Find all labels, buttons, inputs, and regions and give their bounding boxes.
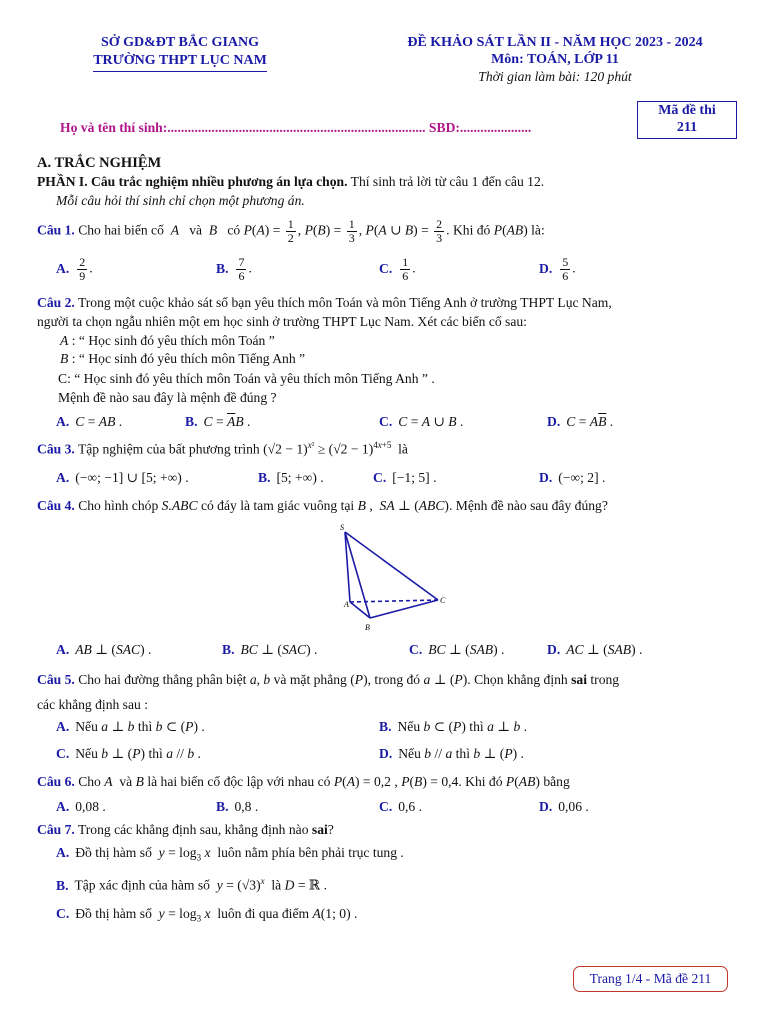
q7-opt-c-end: luôn đi qua điểm bbox=[217, 906, 310, 921]
q2-event-a: A : “ Học sinh đó yêu thích môn Toán ” bbox=[60, 333, 275, 348]
option-letter: C. bbox=[373, 470, 387, 485]
q6-value: 0,8 bbox=[234, 799, 252, 814]
option-letter: C. bbox=[379, 414, 393, 429]
q5-option-a[interactable]: A. Nếu a ⊥ b thì b ⊂ (P) . bbox=[56, 719, 205, 734]
option-letter: A. bbox=[56, 719, 70, 734]
option-letter: A. bbox=[56, 470, 70, 485]
q7-opt-b-text: Tập xác định của hàm số bbox=[74, 877, 210, 893]
exam-code-box bbox=[637, 101, 737, 139]
q5-label: Câu 5. bbox=[37, 672, 75, 687]
q5-text-b: và mặt phẳng bbox=[273, 672, 347, 687]
q5-option-d[interactable]: D. Nếu b // a thì b ⊥ (P) . bbox=[379, 746, 524, 761]
q6-text-a: Cho bbox=[78, 774, 101, 789]
option-letter: B. bbox=[56, 877, 69, 893]
question-1: Câu 1. Cho hai biến cố A và B có P(A) = $\frac{1}{2}$ , P(B) = $\frac{1}{3}$ , P(A ∪ B) = $\frac{2}{3}$ . Khi đó P(AB) là: bbox=[37, 217, 545, 245]
q4-option-c[interactable]: C. BC ⊥ (SAB) . bbox=[409, 642, 505, 657]
question-5: Câu 5. Cho hai đường thẳng phân biệt a, b và mặt phẳng (P), trong đó a ⊥ (P). Chọn khẳng định sai trong bbox=[37, 672, 620, 687]
question-7: Câu 7. Trong các khẳng định sau, khẳng định nào sai? bbox=[37, 822, 334, 837]
edge-bc bbox=[370, 600, 438, 618]
q6-option-c[interactable]: C. 0,6 . bbox=[379, 799, 423, 814]
label-c: C bbox=[440, 596, 446, 605]
q5-text-c: , trong đó bbox=[367, 672, 421, 687]
part1-bold: PHẦN I. Câu trắc nghiệm nhiều phương án lựa chọn. bbox=[37, 174, 348, 189]
q1-text-b: và bbox=[189, 222, 203, 238]
q2-line2: người ta chọn ngẫu nhiên một em học sinh ở trường THPT Lục Nam. Xét các biến cố sau: bbox=[37, 314, 527, 329]
q2-label: Câu 2. bbox=[37, 295, 75, 310]
option-letter: A. bbox=[56, 845, 70, 860]
q3-option-a[interactable]: A. (−∞; −1] ∪ [5; +∞) . bbox=[56, 470, 189, 485]
q2-option-b[interactable]: B. $C = \overline{A}B$ . bbox=[185, 414, 251, 429]
question-4: Câu 4. Cho hình chóp S.ABC có đáy là tam giác vuông tại B , SA ⊥ (ABC). Mệnh đề nào sau đây đúng? bbox=[37, 498, 608, 513]
edge-ac-hidden bbox=[350, 600, 438, 602]
option-letter: D. bbox=[539, 470, 553, 485]
q5-text-e: trong bbox=[590, 672, 620, 687]
option-letter: B. bbox=[216, 799, 229, 814]
school-name: TRƯỜNG THPT LỤC NAM bbox=[93, 52, 267, 72]
exam-title: ĐỀ KHẢO SÁT LẦN II - NĂM HỌC 2023 - 2024 bbox=[407, 35, 703, 50]
q1-label: Câu 1. bbox=[37, 222, 75, 238]
q2-event-a-text: : “ Học sinh đó yêu thích môn Toán ” bbox=[71, 333, 275, 348]
q3-option-b[interactable]: B. [5; +∞) . bbox=[258, 470, 324, 485]
q6-value: 0,06 bbox=[558, 799, 583, 814]
q2-option-d[interactable]: D. $C = A\overline{B}$ . bbox=[547, 414, 614, 429]
q5-thi: thì bbox=[148, 746, 163, 761]
q6-label: Câu 6. bbox=[37, 774, 75, 789]
option-letter: B. bbox=[185, 414, 198, 429]
q2-option-c[interactable]: C. C = A ∪ B . bbox=[379, 414, 464, 429]
edge-sc bbox=[345, 532, 438, 600]
q7-opt-b-end: là bbox=[271, 877, 282, 893]
q1-option-d[interactable]: D. $\frac{5}{6}$ . bbox=[539, 255, 576, 283]
label-s: S bbox=[340, 523, 344, 532]
q1-option-b[interactable]: B. $\frac{7}{6}$ . bbox=[216, 255, 252, 283]
q5-option-b[interactable]: B. Nếu b ⊂ (P) thì a ⊥ b . bbox=[379, 719, 528, 734]
q6-option-a[interactable]: A. 0,08 . bbox=[56, 799, 106, 814]
option-letter: B. bbox=[258, 470, 271, 485]
q6-text-e: bằng bbox=[543, 774, 570, 789]
q6-value: 0,6 bbox=[398, 799, 416, 814]
exam-header bbox=[360, 34, 750, 85]
option-letter: A. bbox=[56, 260, 70, 276]
q5-text-d: . Chọn khẳng định bbox=[467, 672, 568, 687]
question-2 bbox=[37, 295, 612, 311]
option-letter: C. bbox=[56, 746, 70, 761]
q7-option-b[interactable]: B. Tập xác định của hàm số $y = (√3)^x$ là D = ℝ . bbox=[56, 876, 328, 893]
q1-option-c[interactable]: C. $\frac{1}{6}$ . bbox=[379, 255, 416, 283]
school-dept: SỞ GD&ĐT BẮC GIANG bbox=[100, 35, 260, 50]
option-letter: D. bbox=[539, 260, 553, 276]
option-letter: D. bbox=[539, 799, 553, 814]
q7-opt-a-end: luôn nằm phía bên phải trục tung . bbox=[217, 845, 404, 860]
q4-text-b: có đáy là tam giác vuông tại bbox=[200, 498, 355, 513]
option-letter: D. bbox=[547, 414, 561, 429]
q1-text-c: có bbox=[227, 222, 241, 238]
q5-neu: Nếu bbox=[398, 746, 421, 761]
q7-option-a[interactable]: A. Đồ thị hàm số $y = \log_3 x$ luôn nằm phía bên phải trục tung . bbox=[56, 845, 404, 863]
q5-thi: thì bbox=[137, 719, 153, 734]
q2-event-b-text: : “ Học sinh đó yêu thích môn Tiếng Anh ” bbox=[71, 351, 306, 366]
q4-label: Câu 4. bbox=[37, 498, 75, 513]
page-footer: Trang 1/4 - Mã đề 211 bbox=[573, 966, 728, 992]
q6-text-d: . Khi đó bbox=[458, 774, 503, 789]
q6-text-c: là hai biến cố độc lập với nhau có bbox=[147, 774, 331, 789]
part1-heading bbox=[37, 174, 544, 190]
q3-option-d[interactable]: D. (−∞; 2] . bbox=[539, 470, 606, 485]
section-title: A. TRẮC NGHIỆM bbox=[37, 155, 162, 171]
option-letter: C. bbox=[379, 799, 393, 814]
q7-text: Trong các khẳng định sau, khẳng định nào bbox=[77, 822, 309, 837]
q5-line2: các khẳng định sau : bbox=[37, 697, 148, 712]
q2-ask: Mệnh đề nào sau đây là mệnh đề đúng ? bbox=[58, 390, 277, 405]
q3-option-c[interactable]: C. [−1; 5] . bbox=[373, 470, 437, 485]
exam-time: Thời gian làm bài: 120 phút bbox=[478, 69, 632, 84]
q5-neu: Nếu bbox=[75, 746, 98, 761]
option-letter: D. bbox=[547, 642, 561, 657]
option-letter: A. bbox=[56, 414, 70, 429]
option-letter: B. bbox=[379, 719, 392, 734]
q3-label: Câu 3. bbox=[37, 441, 75, 457]
q7-option-c[interactable]: C. Đồ thị hàm số $y = \log_3 x$ luôn đi qua điểm A(1; 0) . bbox=[56, 906, 358, 924]
q7-bold-word: sai bbox=[311, 822, 328, 837]
option-letter: D. bbox=[379, 746, 393, 761]
q1-text-d: . Khi đó bbox=[446, 222, 491, 238]
q4-option-a[interactable]: A. AB ⊥ (SAC) . bbox=[56, 642, 152, 657]
pyramid-figure bbox=[330, 520, 460, 635]
question-6: Câu 6. Cho A và B là hai biến cố độc lập với nhau có P(A) = 0,2 , P(B) = 0,4. Khi đó P(AB) bằng bbox=[37, 774, 570, 789]
q5-thi: thì bbox=[469, 719, 484, 734]
option-letter: C. bbox=[56, 906, 70, 921]
q2-event-c: C: “ Học sinh đó yêu thích môn Toán và yêu thích môn Tiếng Anh ” . bbox=[58, 371, 435, 386]
question-3: Câu 3. Tập nghiệm của bất phương trình $(√2 - 1)^{x^2} \ge (√2 - 1)^{4x+5}$ là bbox=[37, 440, 408, 457]
q5-neu: Nếu bbox=[75, 719, 98, 734]
exam-subject: Môn: TOÁN, LỚP 11 bbox=[491, 52, 619, 67]
q4-text-a: Cho hình chóp bbox=[78, 498, 159, 513]
q4-option-d[interactable]: D. AC ⊥ (SAB) . bbox=[547, 642, 643, 657]
option-letter: B. bbox=[222, 642, 235, 657]
q7-label: Câu 7. bbox=[37, 822, 75, 837]
q5-bold-word: sai bbox=[571, 672, 587, 687]
q1-option-a[interactable]: A. $\frac{2}{9}$ . bbox=[56, 255, 93, 283]
option-letter: A. bbox=[56, 642, 70, 657]
part1-rest: Thí sinh trả lời từ câu 1 đến câu 12. bbox=[347, 174, 545, 189]
option-letter: A. bbox=[56, 799, 70, 814]
q2-event-b: B : “ Học sinh đó yêu thích môn Tiếng Anh ” bbox=[60, 351, 306, 366]
q2-option-a[interactable]: A. C = AB . bbox=[56, 414, 123, 429]
label-a: A bbox=[344, 600, 349, 609]
q7-opt-c-text: Đồ thị hàm số bbox=[75, 906, 152, 921]
q5-text-a: Cho hai đường thẳng phân biệt bbox=[78, 672, 247, 687]
q4-text-c: . Mệnh đề nào sau đây đúng? bbox=[448, 498, 608, 513]
q7-opt-a-text: Đồ thị hàm số bbox=[75, 845, 152, 860]
option-letter: C. bbox=[379, 260, 393, 276]
exam-code-label: Mã đề thi bbox=[658, 103, 716, 118]
q5-neu: Nếu bbox=[397, 719, 421, 734]
q1-text: Cho hai biến cố bbox=[78, 222, 164, 238]
q1-text-e: là: bbox=[531, 222, 545, 238]
q5-thi: thì bbox=[455, 746, 470, 761]
q4-option-b[interactable]: B. BC ⊥ (SAC) . bbox=[222, 642, 318, 657]
label-b: B bbox=[365, 623, 370, 632]
q3-text-end: là bbox=[398, 441, 408, 457]
q2-line1: Trong một cuộc khảo sát số bạn yêu thích môn Toán và môn Tiếng Anh ở trường THPT Lục Nam, bbox=[77, 295, 612, 310]
q3-text: Tập nghiệm của bất phương trình bbox=[77, 441, 260, 457]
exam-code: 211 bbox=[676, 120, 698, 135]
q6-text-b: và bbox=[119, 774, 133, 789]
part1-note: Mỗi câu hỏi thí sinh chỉ chọn một phương án. bbox=[56, 193, 305, 208]
q5-option-c[interactable]: C. Nếu b ⊥ (P) thì a // b . bbox=[56, 746, 201, 761]
school-header bbox=[60, 34, 300, 72]
option-letter: B. bbox=[216, 260, 229, 276]
q6-option-d[interactable]: D. 0,06 . bbox=[539, 799, 589, 814]
q6-value: 0,08 bbox=[75, 799, 100, 814]
q6-option-b[interactable]: B. 0,8 . bbox=[216, 799, 259, 814]
option-letter: C. bbox=[409, 642, 423, 657]
student-info-line: Họ và tên thí sinh:............................................................................ SBD:..................... bbox=[60, 120, 532, 135]
